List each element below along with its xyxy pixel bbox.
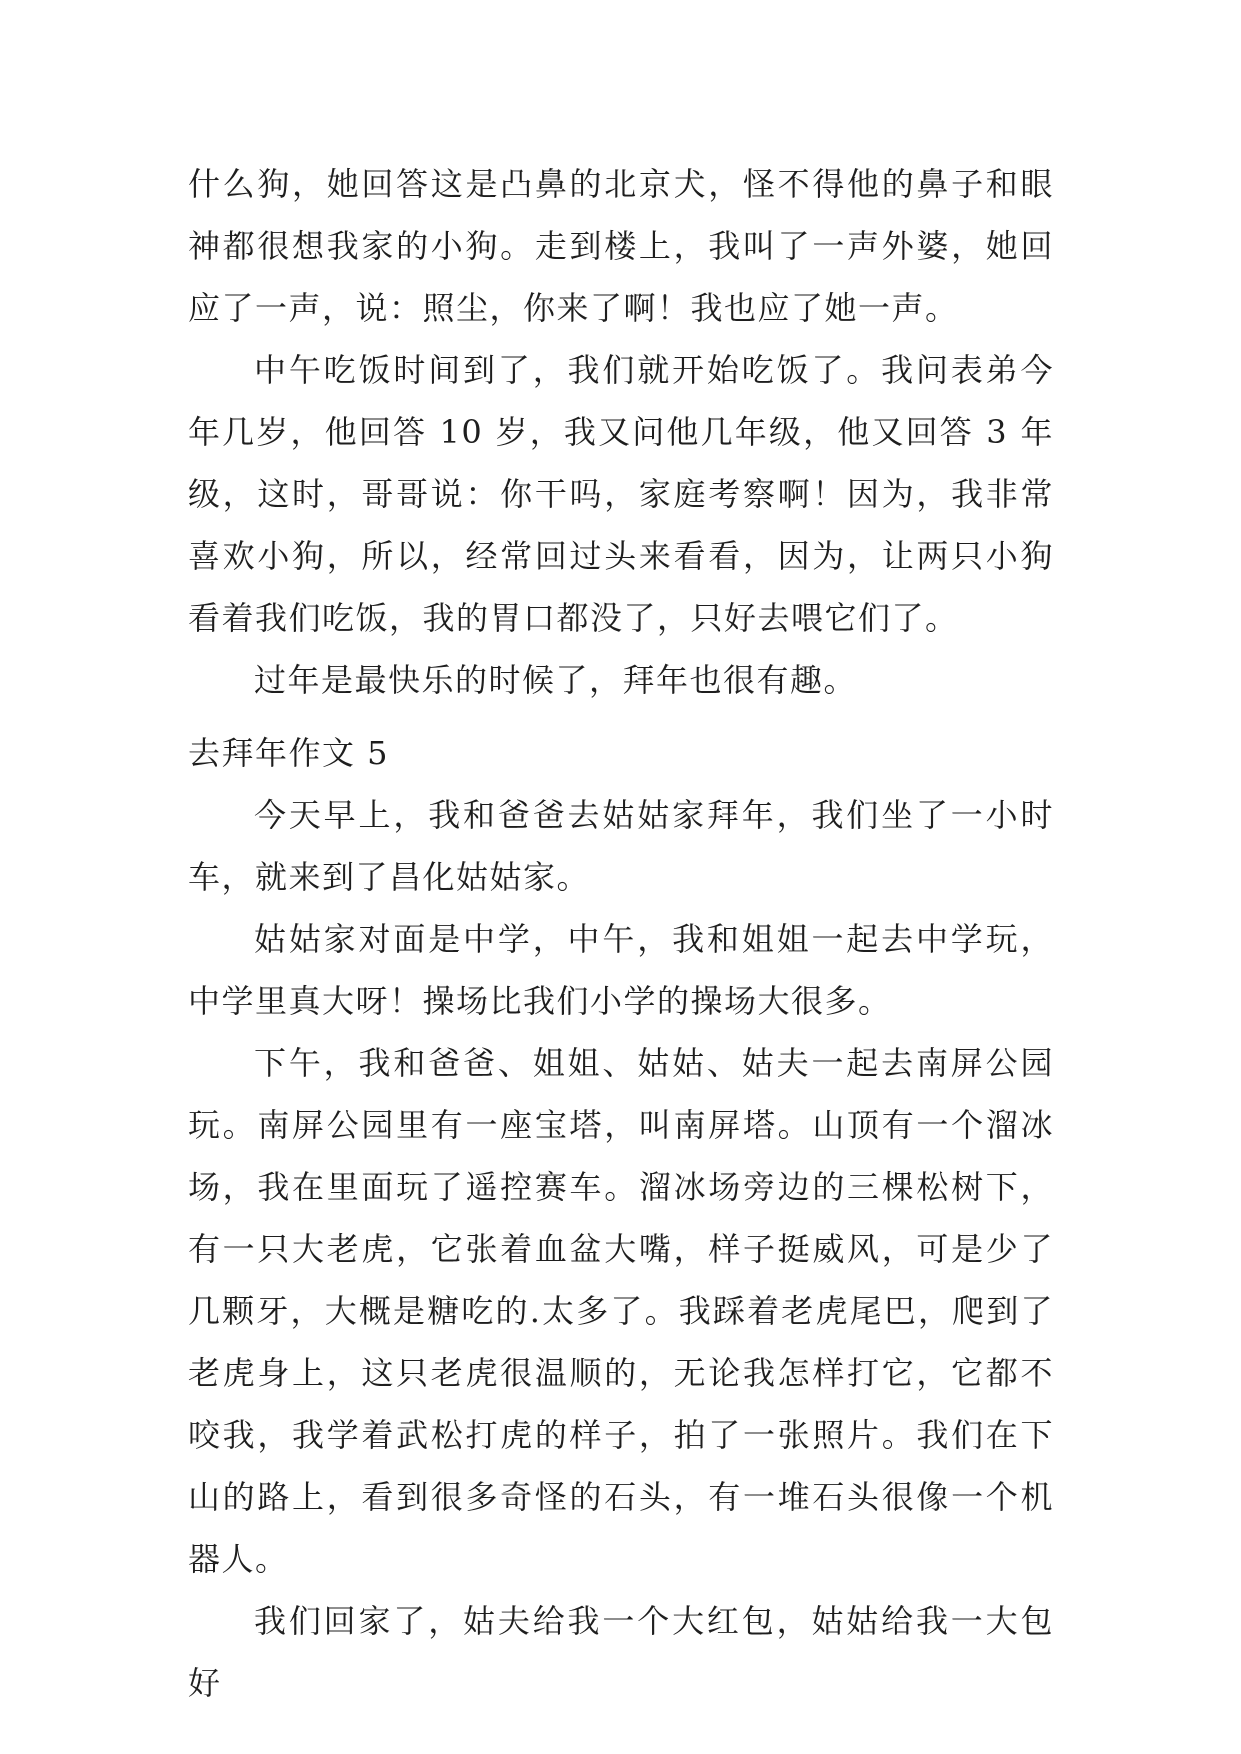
paragraph-morning: 今天早上，我和爸爸去姑姑家拜年，我们坐了一小时车，就来到了昌化姑姑家。 [188, 796, 1054, 896]
paragraph-continued: 什么狗，她回答这是凸鼻的北京犬，怪不得他的鼻子和眼神都很想我家的小狗。走到楼上，我叫了一声外婆，她回应了一声，说：照尘，你来了啊！我也应了她一声。 [188, 165, 1054, 327]
paragraph-conclusion: 过年是最快乐的时候了，拜年也很有趣。 [254, 661, 858, 699]
paragraph-lunch: 中午吃饭时间到了，我们就开始吃饭了。我问表弟今年几岁，他回答 10 岁，我又问他几年级，他又回答 3 年级，这时，哥哥说：你干吗，家庭考察啊！因为，我非常喜欢小狗，所以，经常回过头来看看，因为，让两只小狗看着我们吃饭，我的胃口都没了，只好去喂它们了。 [188, 351, 1054, 637]
essay-continuation [188, 153, 1054, 711]
section-title: 去拜年作文 5 [188, 734, 390, 772]
paragraph-afternoon: 下午，我和爸爸、姐姐、姑姑、姑夫一起去南屏公园玩。南屏公园里有一座宝塔，叫南屏塔。山顶有一个溜冰场，我在里面玩了遥控赛车。溜冰场旁边的三棵松树下，有一只大老虎，它张着血盆大嘴，样子挺威风，可是少了几颗牙，大概是糖吃的.太多了。我踩着老虎尾巴，爬到了老虎身上，这只老虎很温顺的，无论我怎样打它，它都不咬我，我学着武松打虎的样子，拍了一张照片。我们在下山的路上，看到很多奇怪的石头，有一堆石头很像一个机器人。 [188, 1044, 1054, 1578]
essay-5 [188, 722, 1054, 1714]
paragraph-return-home: 我们回家了，姑夫给我一个大红包，姑姑给我一大包好 [188, 1602, 1054, 1702]
paragraph-noon: 姑姑家对面是中学，中午，我和姐姐一起去中学玩，中学里真大呀！操场比我们小学的操场大很多。 [188, 920, 1054, 1020]
